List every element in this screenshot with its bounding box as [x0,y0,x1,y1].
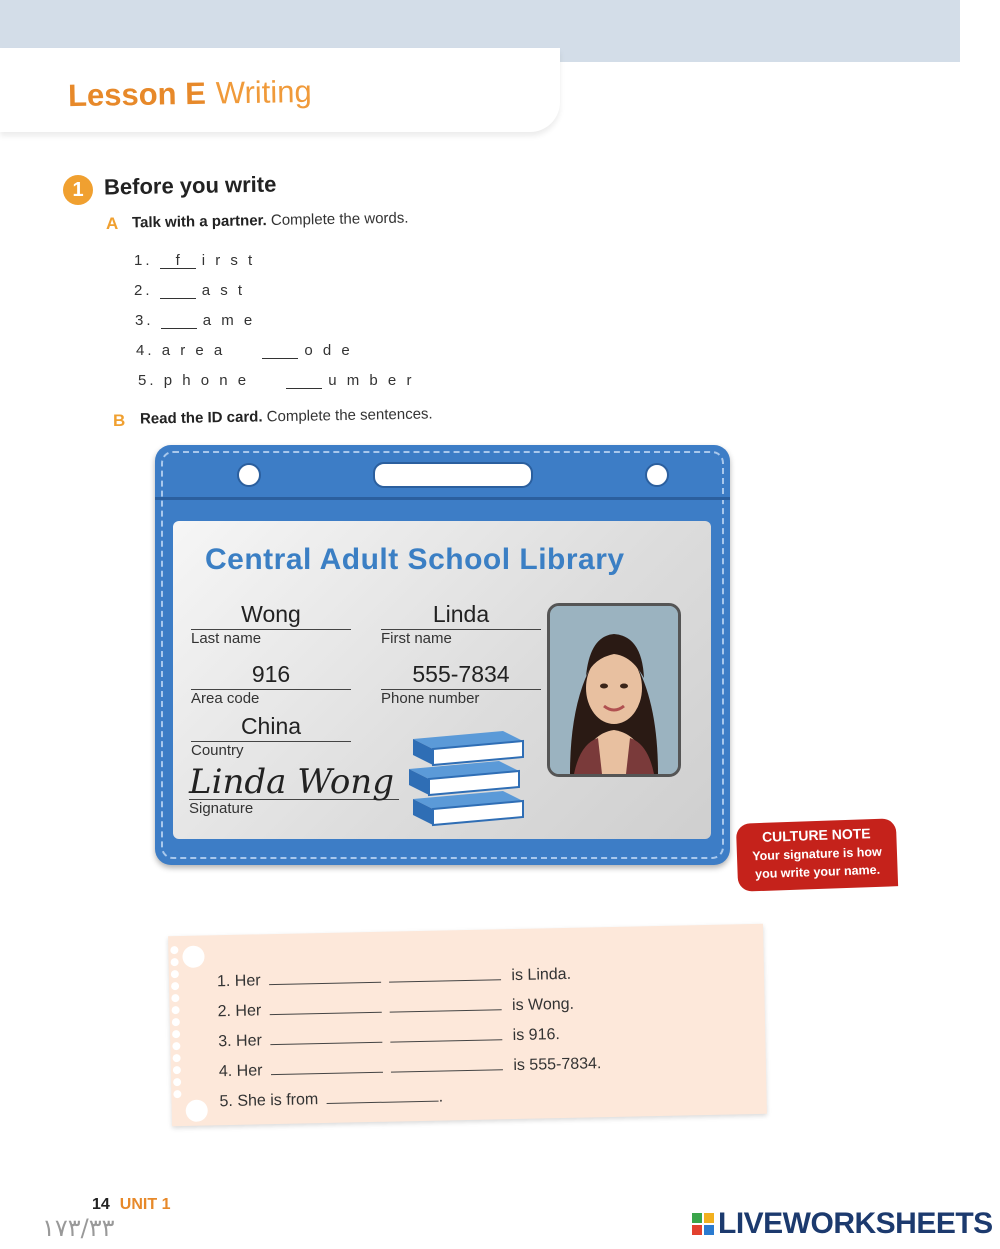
part-b-instruction-text: Complete the sentences. [262,405,433,426]
word-item-5 [138,372,414,389]
culture-note-line-1: Your signature is how [751,844,882,864]
part-a-instruction-bold: Talk with a partner. [131,212,267,232]
word-prefix: p h o n e [163,372,250,389]
note-ring-top [182,945,204,967]
sentence-1-blank-b[interactable] [389,967,501,982]
last-name-label: Last name [191,630,262,647]
phone-value: 555-7834 [381,661,541,690]
sentence-3 [218,1026,560,1051]
word-item-2 [134,282,245,299]
culture-note [736,818,898,892]
answer-blank-3[interactable] [161,312,197,329]
word-suffix: a m e [202,312,256,329]
card-insert [173,521,711,839]
lesson-label: Lesson E [67,75,207,114]
word-item-1 [134,252,255,269]
sentence-number: 4. [218,1062,233,1081]
part-a-letter: A [106,214,119,233]
field-last-name [191,601,351,647]
last-name-value: Wong [191,601,351,630]
sentence-2-blank-b[interactable] [389,997,501,1012]
sentence-number: 3. [218,1032,232,1051]
answer-blank-2[interactable] [160,282,196,299]
card-slot [373,462,533,488]
card-fold-line [155,497,730,500]
page-footer [92,1196,170,1214]
note-ring-bottom [186,1099,208,1121]
answer-blank-5[interactable] [286,372,322,389]
culture-note-line-2: you write your name. [754,862,881,882]
sentence-end: is Linda. [511,965,572,985]
sentence-start: Her [235,1032,263,1050]
sentence-end: is 916. [512,1026,561,1045]
section-title: Before you write [103,171,277,200]
sentence-end: . [438,1088,444,1106]
word-suffix: a s t [201,282,246,299]
country-label: Country [191,742,244,759]
sentence-4-blank-a[interactable] [271,1060,383,1075]
word-item-4 [136,342,353,359]
sentence-start: Her [234,972,261,990]
arabic-page-ref: ١٧٣/٣٣ [42,1214,115,1242]
field-phone [381,661,541,707]
sentence-4 [219,1055,602,1081]
item-number: 4. [136,342,155,359]
sentence-number: 1. [216,972,231,991]
sentence-3-blank-b[interactable] [390,1027,502,1042]
signature-value: Linda Wong [189,765,399,800]
card-hole-left [237,463,261,487]
sentence-end: is Wong. [511,995,575,1015]
lesson-title [68,74,312,114]
card-hole-right [645,463,669,487]
answer-blank-4[interactable] [262,342,298,359]
signature-label: Signature [189,800,254,817]
word-prefix: a r e a [161,342,226,359]
page-number: 14 [92,1196,110,1213]
sentence-5-blank[interactable] [327,1089,439,1104]
card-title: Central Adult School Library [205,543,625,576]
sentence-1-blank-a[interactable] [269,970,381,985]
field-country [191,713,351,759]
sentence-3-blank-a[interactable] [270,1030,382,1045]
word-suffix: i r s t [201,252,256,269]
part-a-instruction-text: Complete the words. [266,209,409,230]
field-first-name [381,601,541,647]
note-holes [170,946,185,1102]
sentence-note-paper [168,924,767,1126]
item-number: 1. [134,252,153,269]
unit-label: UNIT 1 [119,1196,171,1213]
item-number: 3. [135,312,154,329]
answer-blank-1[interactable]: f [160,252,196,269]
sentence-2 [217,996,574,1021]
area-code-label: Area code [191,690,260,707]
liveworksheets-brand [692,1207,993,1241]
culture-note-title: CULTURE NOTE [761,825,871,845]
field-signature [189,762,399,817]
item-number: 5. [138,372,157,389]
part-b-instruction [140,405,433,427]
liveworksheets-logo-icon [692,1209,714,1231]
sentence-1 [217,966,571,991]
sentence-start: She is from [237,1091,319,1110]
sentence-4-blank-b[interactable] [391,1057,503,1072]
sentence-5 [219,1089,443,1112]
id-card [155,445,730,865]
culture-note-text [737,842,898,884]
item-number: 2. [134,282,153,299]
country-value: China [191,713,351,742]
section-number-badge: 1 [63,175,93,205]
books-icon [407,731,527,832]
sentence-start: Her [236,1062,263,1080]
part-b-letter: B [113,411,126,430]
first-name-value: Linda [381,601,541,630]
sentence-number: 2. [217,1002,232,1021]
sentence-start: Her [235,1002,262,1020]
lesson-topic: Writing [215,73,313,111]
word-suffix: o d e [304,342,353,359]
area-code-value: 916 [191,661,351,690]
word-suffix: u m b e r [328,372,415,389]
sentence-2-blank-a[interactable] [270,1000,382,1015]
word-item-3 [135,312,255,329]
part-a-instruction [132,210,409,232]
sentence-number: 5. [219,1092,234,1111]
sentence-end: is 555-7834. [513,1055,602,1075]
portrait-photo [547,603,681,777]
first-name-label: First name [381,630,452,647]
field-area-code [191,661,351,707]
phone-label: Phone number [381,690,480,707]
part-b-instruction-bold: Read the ID card. [139,408,263,428]
liveworksheets-text: LIVEWORKSHEETS [718,1207,993,1240]
